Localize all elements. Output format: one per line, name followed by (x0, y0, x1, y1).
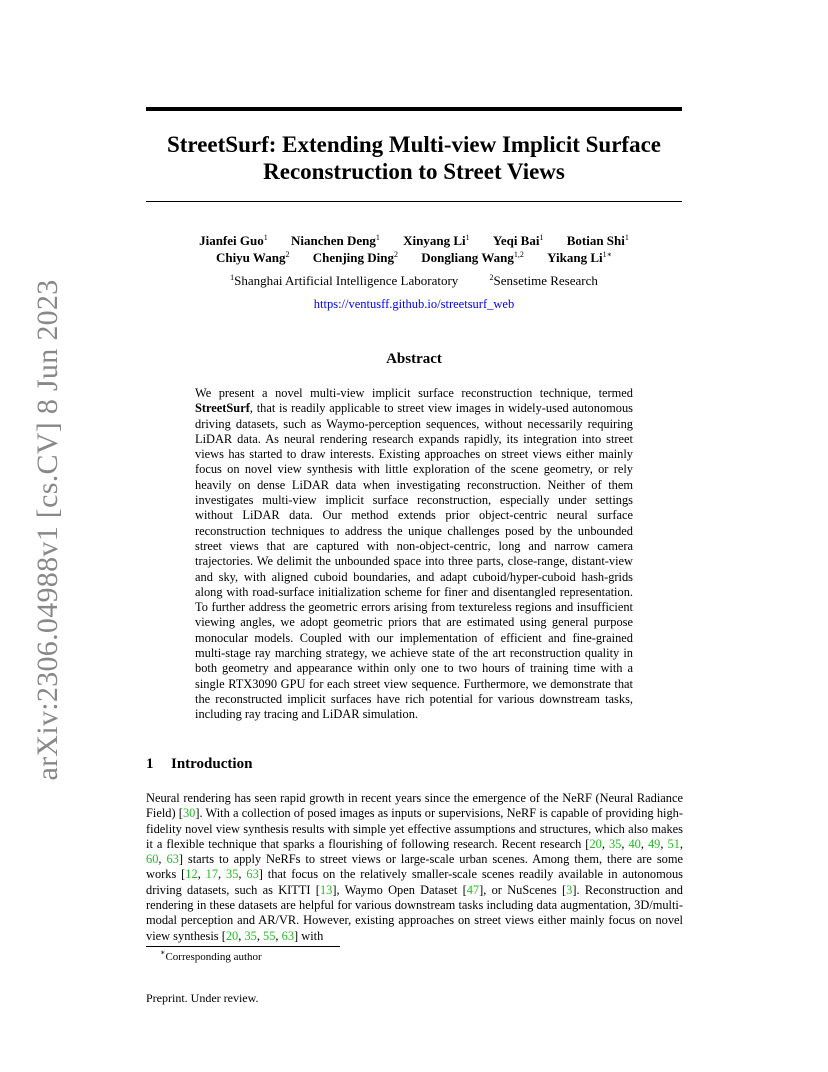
citation-link[interactable]: 47 (466, 882, 480, 897)
author-row-2 (146, 249, 682, 266)
introduction-paragraph: Neural rendering has seen rapid growth in recent years since the emergence of the NeRF (Neural Radiance Field) [30]. With a collection of posed images as inputs or supervisions, NeRF is capable of providing high-fidelity novel view synthesis results with simple yet effective assumptions and structures, which also makes it a flexible technique that sparks a flourishing of following research. Recent research [20, 35, 40, 49, 51, 60, 63] starts to apply NeRFs to street views or large-scale urban scenes. Among them, there are some works [12, 17, 35, 63] that focus on the relatively smaller-scale scenes readily available in autonomous driving datasets, such as KITTI [13], Waymo Open Dataset [47], or NuScenes [3]. Reconstruction and rendering in these datasets are helpful for various downstream tasks including data augmentation, 3D/multi-modal perception and AR/VR. However, existing approaches on street views either mainly focus on novel view synthesis [20, 35, 55, 63] with (146, 791, 683, 943)
citation-link[interactable]: 30 (182, 806, 196, 821)
title-line-2: Reconstruction to Street Views (263, 159, 565, 184)
author: Xinyang Li$^1$ (403, 233, 470, 248)
author: Yikang $Li^{1∗}$ (547, 250, 613, 265)
title-line-1: StreetSurf: Extending Multi-view Implicit Surface (166, 132, 662, 157)
author: Dongliang Wang$^{1,2}$ (421, 250, 524, 265)
citation-link[interactable]: 63 (166, 852, 179, 867)
section-heading-introduction (146, 756, 252, 773)
author: Jianfei Guo$^1$ (199, 233, 268, 248)
citation-link[interactable]: 35 (608, 836, 622, 851)
section-number: 1 (146, 756, 154, 772)
citation-link[interactable]: 49 (647, 836, 661, 851)
abstract-heading: Abstract (386, 351, 442, 367)
abstract-body: We present a novel multi-view implicit surface reconstruction technique, termed StreetSurf, that is readily applicable to street view images in widely-used autonomous driving datasets, such as Waymo-perception sequences, without necessarily requiring LiDAR data. As neural rendering research expands rapidly, its integration into street views has started to draw interests. Existing approaches on street views either mainly focus on novel view synthesis with little exploration of the scene geometry, or rely heavily on dense LiDAR data when investigating reconstruction. Neither of them investigates multi-view implicit surface reconstruction, especially under settings without LiDAR data. Our method extends prior object-centric neural surface reconstruction techniques to address the unique challenges posed by the unbounded street views that are captured with non-object-centric, long and narrow camera trajectories. We delimit the unbounded space into three parts, close-range, distant-view and sky, with aligned cuboid boundaries, and adapt cuboid/hyper-cuboid hash-grids along with road-surface initialization scheme for finer and disentangled representation. To further address the geometric errors arising from textureless regions and insufficient viewing angles, we adopt geometric priors that are estimated using general purpose monocular models. Coupled with our implementation of efficient and fine-grained multi-stage ray marching strategy, we achieve state of the art reconstruction quality in both geometry and appearance within only one to two hours of training time with a single RTX3090 GPU for each street view sequence. Furthermore, we demonstrate that the reconstructed implicit surfaces have rich potential for various downstream tasks, including ray tracing and LiDAR simulation. (195, 386, 633, 722)
citation-link[interactable]: 20 (589, 836, 602, 851)
author: Botian Shi$^1$ (566, 233, 629, 248)
method-name: StreetSurf (195, 401, 250, 416)
citation-link[interactable]: 63 (246, 867, 259, 882)
footnote-rule (146, 946, 340, 947)
author-list (146, 232, 682, 266)
citation-link[interactable]: 55 (263, 928, 276, 943)
citation-link[interactable]: 12 (185, 867, 198, 882)
title-bottom-rule (146, 201, 682, 202)
preprint-note: Preprint. Under review. (146, 991, 259, 1005)
author: Chenjing Ding$^2$ (312, 250, 398, 265)
affiliations (146, 272, 682, 289)
citation-link[interactable]: 20 (225, 928, 239, 943)
citation-link[interactable]: 40 (628, 836, 641, 851)
author: Nianchen Deng$^1$ (291, 233, 380, 248)
paper-title (146, 131, 682, 185)
author-row-1 (146, 232, 682, 249)
arxiv-stamp: arXiv:2306.04988v1 [cs.CV] 8 Jun 2023 (31, 279, 64, 781)
project-url-link[interactable]: https://ventusff.github.io/streetsurf_web (313, 297, 515, 311)
section-title: Introduction (171, 756, 253, 772)
author: Chiyu Wang$^2$ (215, 250, 290, 265)
author: Yeqi Bai$^1$ (492, 233, 544, 248)
citation-link[interactable]: 17 (205, 867, 219, 882)
footnote: ∗Corresponding author (160, 948, 262, 963)
title-top-rule (146, 107, 682, 111)
citation-link[interactable]: 63 (281, 928, 295, 943)
citation-link[interactable]: 35 (244, 928, 257, 943)
affiliation: $^1$Shanghai Artificial Intelligence Laboratory (230, 273, 459, 288)
citation-link[interactable]: 51 (667, 836, 680, 851)
citation-link[interactable]: 3 (566, 882, 573, 897)
affiliation: $^2$Sensetime Research (489, 273, 598, 288)
citation-link[interactable]: 13 (319, 882, 333, 897)
citation-link[interactable]: 60 (146, 852, 159, 867)
citation-link[interactable]: 35 (226, 867, 239, 882)
